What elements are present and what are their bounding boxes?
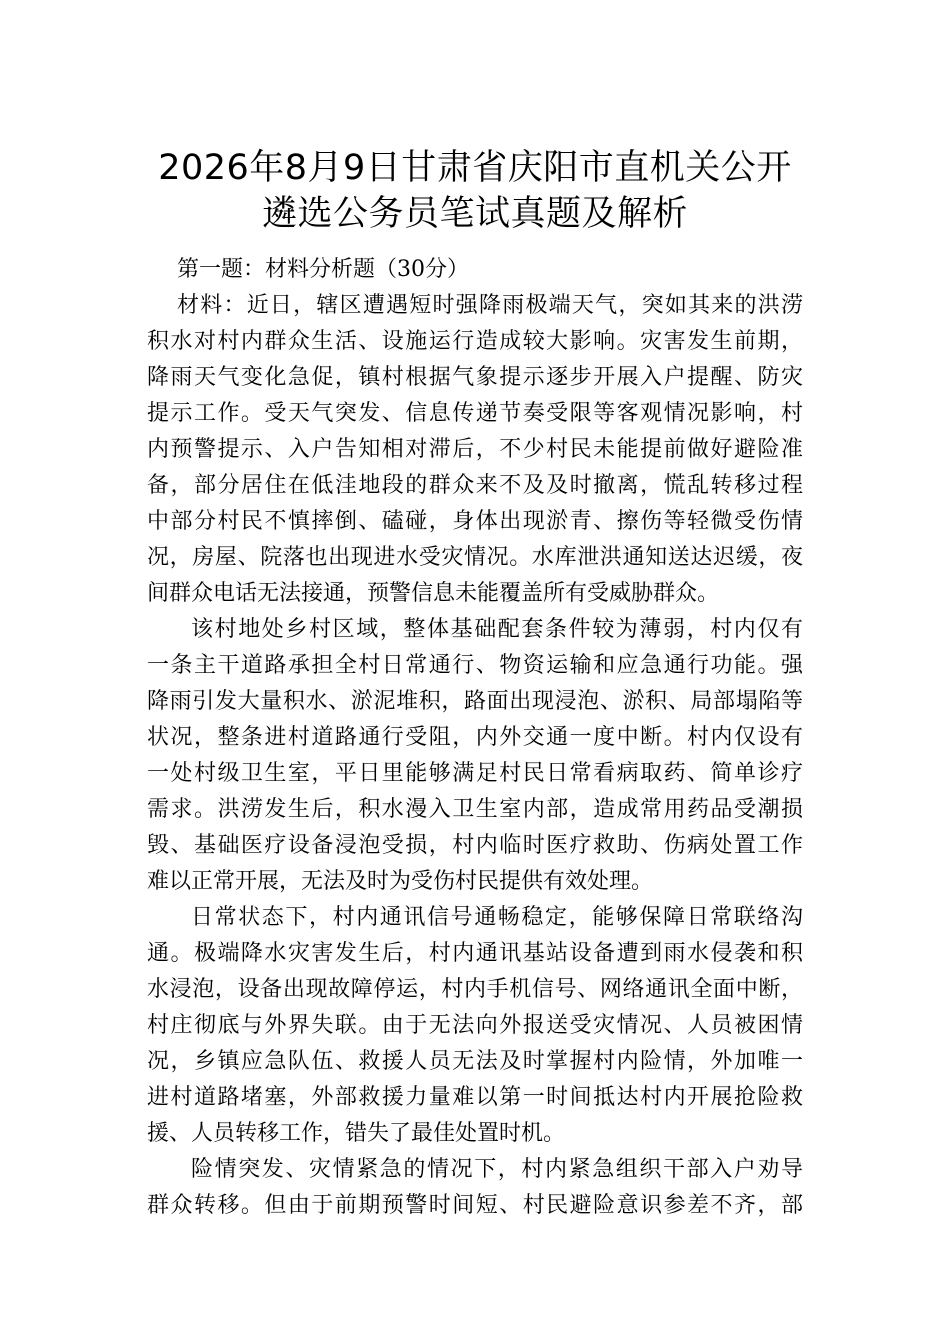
- paragraph-1-line: 内预警提示、入户告知相对滞后，不少村民未能提前做好避险准: [147, 437, 803, 462]
- paragraph-3-line: 水浸泡，设备出现故障停运，村内手机信号、网络通讯全面中断，: [147, 977, 803, 1002]
- paragraph-2-line: 一条主干道路承担全村日常通行、物资运输和应急通行功能。强: [147, 653, 803, 678]
- paragraph-2-line: 毁、基础医疗设备浸泡受损，村内临时医疗救助、伤病处置工作: [147, 833, 803, 858]
- paragraph-2-line: 该村地处乡村区域，整体基础配套条件较为薄弱，村内仅有: [191, 617, 803, 642]
- paragraph-1-line: 降雨天气变化急促，镇村根据气象提示逐步开展入户提醒、防灾: [147, 365, 803, 390]
- paragraph-1-line: 提示工作。受天气突发、信息传递节奏受限等客观情况影响，村: [147, 401, 803, 426]
- paragraph-4-line: 险情突发、灾情紧急的情况下，村内紧急组织干部入户劝导: [191, 1157, 803, 1182]
- paragraph-2-line: 难以正常开展，无法及时为受伤村民提供有效处理。: [147, 869, 654, 894]
- paragraph-3-line: 况，乡镇应急队伍、救援人员无法及时掌握村内险情，外加唯一: [147, 1049, 803, 1074]
- paragraph-2-line: 降雨引发大量积水、淤泥堆积，路面出现浸泡、淤积、局部塌陷等: [147, 689, 803, 714]
- paragraph-3-line: 援、人员转移工作，错失了最佳处置时机。: [147, 1121, 566, 1146]
- paragraph-4-line: 群众转移。但由于前期预警时间短、村民避险意识参差不齐，部: [147, 1193, 803, 1218]
- paragraph-3-line: 日常状态下，村内通讯信号通畅稳定，能够保障日常联络沟: [191, 905, 803, 930]
- paragraph-1-line: 积水对村内群众生活、设施运行造成较大影响。灾害发生前期，: [147, 329, 803, 354]
- paragraph-1-line: 材料：近日，辖区遭遇短时强降雨极端天气，突如其来的洪涝: [177, 293, 803, 318]
- paragraph-2-line: 需求。洪涝发生后，积水漫入卫生室内部，造成常用药品受潮损: [147, 797, 803, 822]
- paragraph-2-line: 状况，整条进村道路通行受阻，内外交通一度中断。村内仅设有: [147, 725, 803, 750]
- paragraph-3-line: 通。极端降水灾害发生后，村内通讯基站设备遭到雨水侵袭和积: [147, 941, 803, 966]
- paragraph-3-line: 进村道路堵塞，外部救援力量难以第一时间抵达村内开展抢险救: [147, 1085, 803, 1110]
- document-title-line-1: 2026年8月9日甘肃省庆阳市直机关公开: [158, 148, 792, 188]
- paragraph-2-line: 一处村级卫生室，平日里能够满足村民日常看病取药、简单诊疗: [147, 761, 803, 786]
- section-heading: 第一题：材料分析题（30分）: [177, 257, 469, 282]
- document-title-line-2: 遴选公务员笔试真题及解析: [261, 194, 688, 234]
- paragraph-1-line: 中部分村民不慎摔倒、磕碰，身体出现淤青、擦伤等轻微受伤情: [147, 509, 803, 534]
- paragraph-1-line: 备，部分居住在低洼地段的群众来不及及时撤离，慌乱转移过程: [147, 473, 803, 498]
- paragraph-3-line: 村庄彻底与外界失联。由于无法向外报送受灾情况、人员被困情: [147, 1013, 803, 1038]
- paragraph-1-line: 间群众电话无法接通，预警信息未能覆盖所有受威胁群众。: [147, 581, 720, 606]
- document-body: [147, 252, 803, 1224]
- paragraph-1-line: 况，房屋、院落也出现进水受灾情况。水库泄洪通知送达迟缓，夜: [147, 545, 803, 570]
